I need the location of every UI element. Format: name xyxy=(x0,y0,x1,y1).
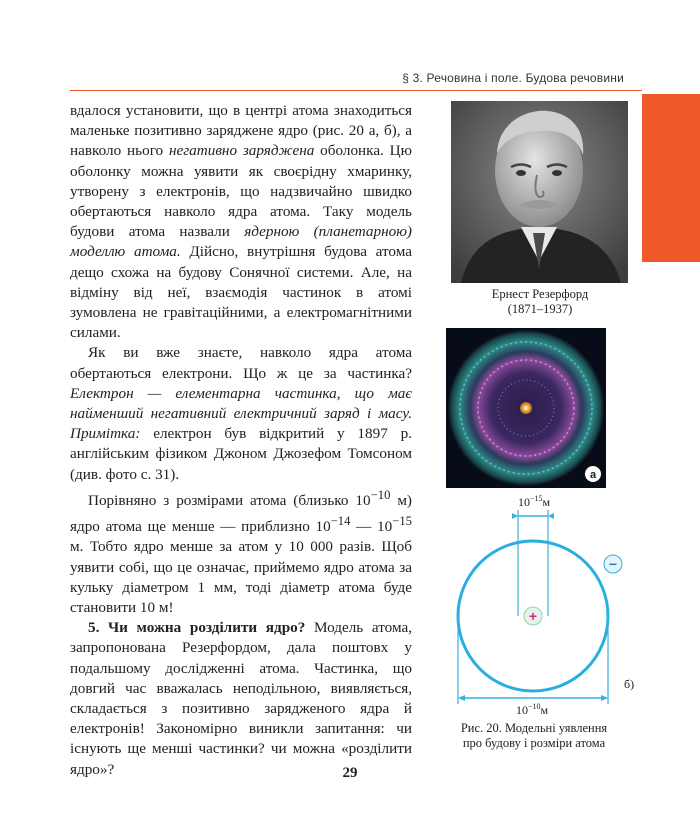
plus-sign: + xyxy=(528,608,538,624)
atom-size-diagram xyxy=(448,492,640,720)
chapter-tab xyxy=(642,94,700,262)
rutherford-portrait xyxy=(451,101,628,283)
figure-label-b: б) xyxy=(624,677,635,691)
header-rule xyxy=(70,90,642,91)
minus-sign: − xyxy=(608,556,618,572)
page-number: 29 xyxy=(342,765,358,781)
svg-text:10−10м xyxy=(516,702,549,717)
figure-caption: Рис. 20. Модельні уявлення про будову і розміри атома xyxy=(460,721,608,750)
paragraph-4: 5. Чи можна розділити ядро? Модель атома, запропонована Резерфордом, дала поштовх у подальшому дослідженні атома. Частинка, що довгий час вважалась неподільною, виявляється, складається з позитивно зарядженого ядра й електронів! Закономірно виникли запитання: чи існують ще менші частинки? чи можна «розділити ядро»? xyxy=(70,619,413,778)
figure-label-a: а xyxy=(589,469,597,481)
atom-size-unit: м xyxy=(540,703,549,717)
atom-size-exp: −10 xyxy=(528,702,541,711)
section-heading: 5. Чи можна розділити ядро? xyxy=(88,619,306,637)
paragraph-2: Як ви вже знаєте, навколо ядра атома обертаються електрони. Що ж це за частинка? Електрон — елементарна частинка, що має найменший негативний електричний заряд і масу. Примітка: електрон був відкритий у 1897 р. англійським фізиком Джоном Джозефом Томсоном (див. фото с. 31). xyxy=(70,344,412,483)
svg-text:10−15м xyxy=(518,494,551,509)
atom-size-base: 10 xyxy=(516,703,528,717)
section-header: § 3. Речовина і поле. Будова речовини xyxy=(402,71,624,85)
paragraph-1: вдалося установити, що в центрі атома знаходиться маленьке позитивно заряджене ядро (рис. 20 а, б), а навколо нього негативно заряджена оболонка. Цю оболонку можна уявити як своєрідну хмаринку, утворену з електронів, що надзвичайно швидко обертаються навколо ядра атома. Таку модель будови атома назвали ядерною (планетарною) моделлю атома. Дійсно, внутрішня будова атома дещо схожа на будову Сонячної системи. Але, на відміну від неї, взаємодія частинок в атомі зумовлена не гравітаційними, а електромагнітними силами. xyxy=(70,102,412,342)
portrait-caption: Ернест Резерфорд (1871–1937) xyxy=(491,287,589,316)
paragraph-3: Порівняно з розмірами атома (близько $10^{-10}$ м) ядро атома ще менше — приблизно $10^{-14}$ — $10^{-15}$ м. Тобто ядро менше за атом у 10 000 разів. Щоб уявити собі, що це означає, приймемо ядро атома за кульку діаметром 1 мм, тоді діаметр атома буде становити 10 м! xyxy=(70,487,412,616)
electron-cloud-figure xyxy=(446,328,606,488)
nucleus-size-exp: −15 xyxy=(530,494,543,503)
main-text xyxy=(70,101,412,780)
nucleus-size-base: 10 xyxy=(518,495,530,509)
nucleus-size-unit: м xyxy=(542,495,551,509)
